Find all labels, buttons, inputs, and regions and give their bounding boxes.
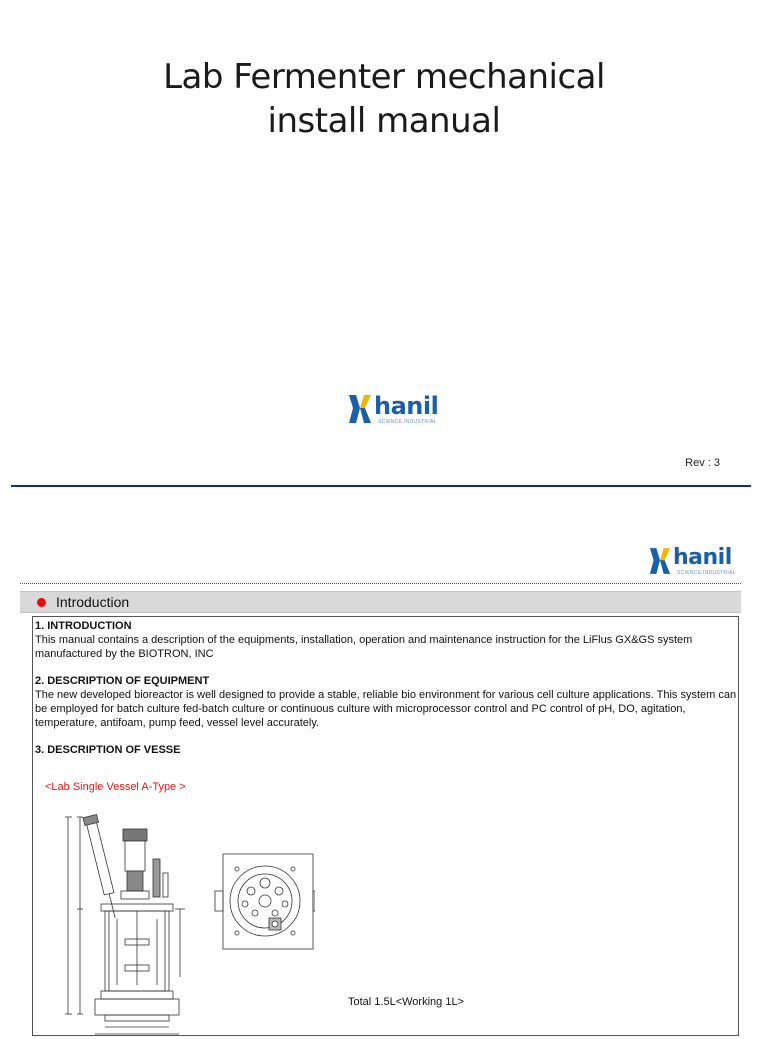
hanil-logo-icon xyxy=(649,546,671,576)
logo-tagline: SCIENCE INDUSTRIAL xyxy=(378,419,437,425)
hanil-logo-icon xyxy=(348,393,372,425)
vessel-capacity-caption: Total 1.5L<Working 1L> xyxy=(348,996,464,1008)
paragraph-introduction: This manual contains a description of the equipments, installation, operation and maintenance instruction for the LiFlus GX&GS system manufactured by the BIOTRON, INC xyxy=(35,634,693,660)
paragraph-equipment: The new developed bioreactor is well designed to provide a stable, reliable bio environment for various cell culture applications. This system can be employed for batch culture fed-batch culture or continuous culture with microprocessor control and PC control of pH, DO, agitation, temperature, antifoam, pump feed, vessel level accurately. xyxy=(35,689,737,729)
logo-tagline: SCIENCE INDUSTRIAL xyxy=(677,570,736,576)
vessel-technical-drawing xyxy=(65,809,315,1039)
logo-name: hanil xyxy=(374,392,439,420)
bullet-icon xyxy=(37,598,46,607)
header-dotted-rule xyxy=(20,583,741,584)
heading-equipment: 2. DESCRIPTION OF EQUIPMENT xyxy=(35,675,210,687)
section-title: Introduction xyxy=(56,594,130,610)
vessel-type-label: <Lab Single Vessel A-Type > xyxy=(45,781,186,793)
hanil-logo xyxy=(348,393,438,425)
heading-introduction: 1. INTRODUCTION xyxy=(35,620,132,632)
section-header xyxy=(20,591,741,613)
cover-title-line2: install manual xyxy=(267,101,501,141)
page-divider xyxy=(11,485,751,487)
hanil-logo-header xyxy=(649,546,736,576)
content-box xyxy=(32,616,739,1036)
revision-label: Rev : 3 xyxy=(685,457,720,469)
cover-title-line1: Lab Fermenter mechanical xyxy=(163,57,605,97)
logo-name: hanil xyxy=(673,545,732,570)
cover-title xyxy=(0,55,768,143)
heading-vessel: 3. DESCRIPTION OF VESSE xyxy=(35,744,181,756)
